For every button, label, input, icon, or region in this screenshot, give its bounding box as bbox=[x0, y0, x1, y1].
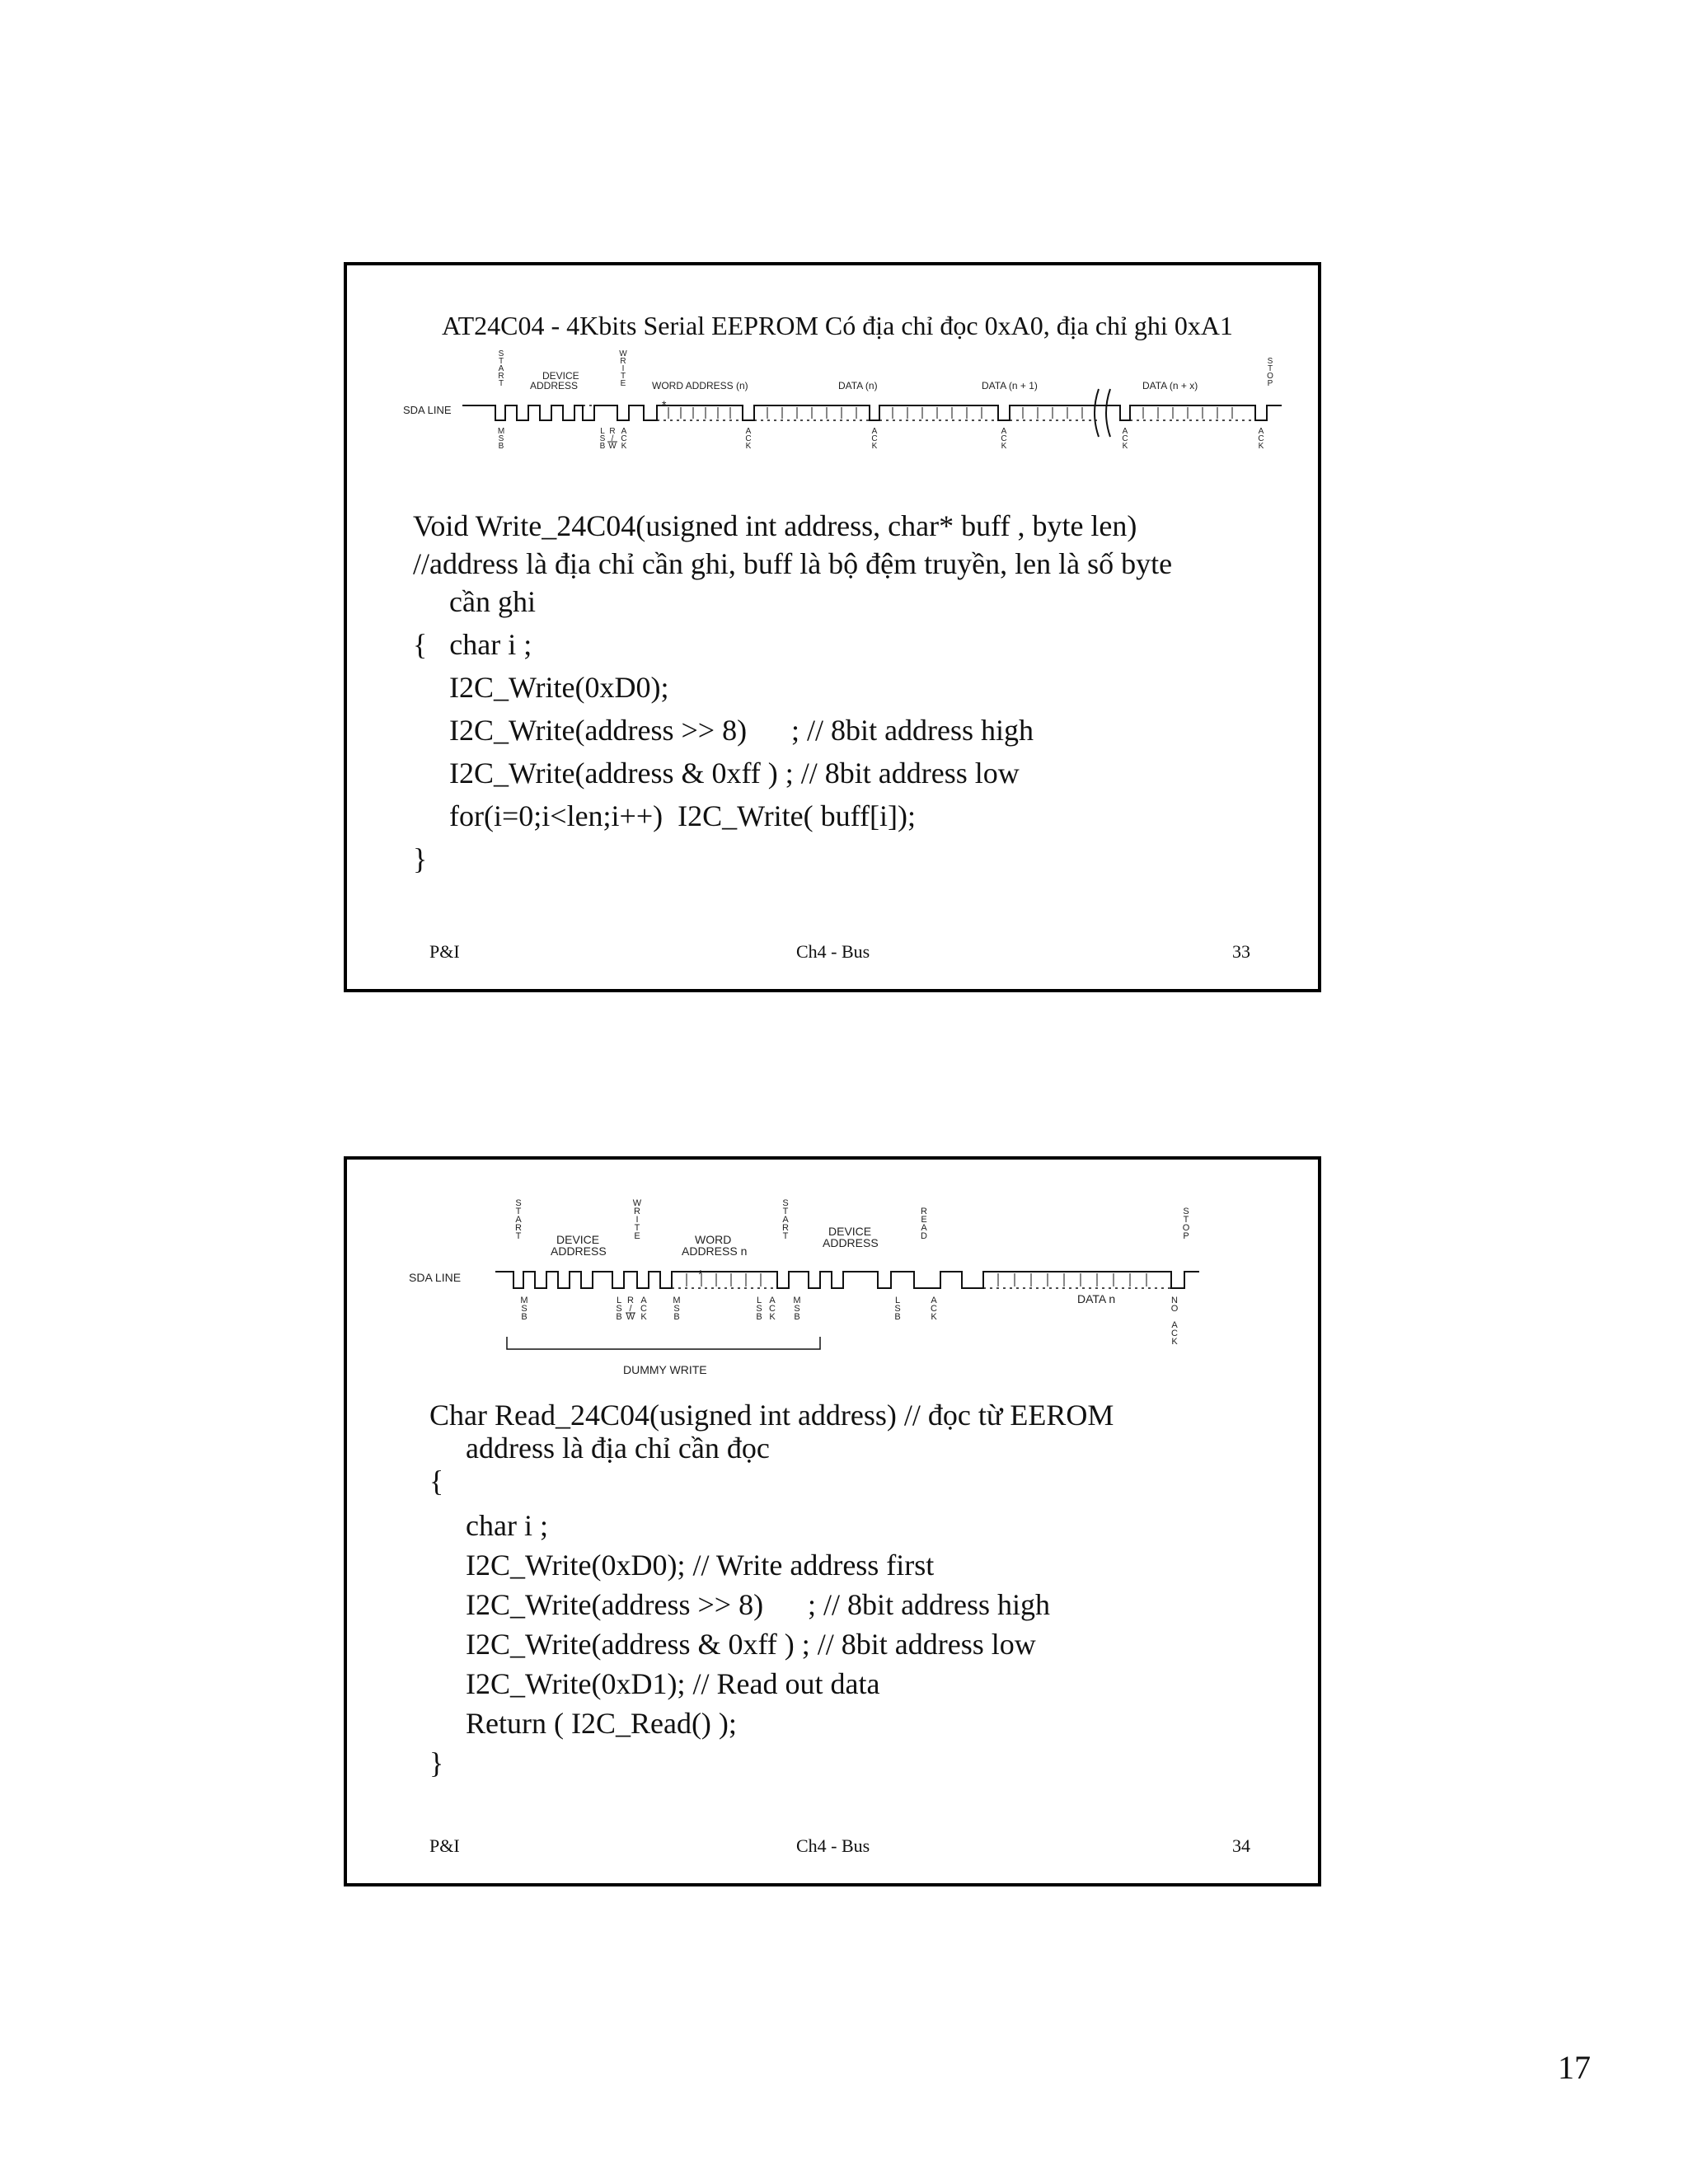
svg-text:T: T bbox=[515, 1231, 522, 1241]
svg-text:R: R bbox=[921, 1207, 927, 1216]
svg-text:T: T bbox=[1267, 364, 1273, 373]
code-line: //address là địa chỉ cần ghi, buff là bộ đệm truyền, len là số byte bbox=[413, 547, 1173, 580]
svg-text:T: T bbox=[782, 1231, 789, 1241]
svg-text:ADDRESS n: ADDRESS n bbox=[682, 1244, 748, 1258]
code-line: I2C_Write(address >> 8) ; // 8bit address high bbox=[466, 1588, 1051, 1621]
code-line: for(i=0;i<len;i++) I2C_Write( buff[i]); bbox=[449, 799, 916, 832]
svg-text:W: W bbox=[608, 442, 617, 451]
svg-text:C: C bbox=[871, 434, 878, 443]
code-line: I2C_Write(address >> 8) ; // 8bit address high bbox=[449, 714, 1034, 747]
code-line: Void Write_24C04(usigned int address, char* buff , byte len) bbox=[413, 509, 1137, 542]
svg-text:A: A bbox=[782, 1215, 789, 1225]
svg-text:C: C bbox=[1258, 434, 1264, 443]
svg-text:C: C bbox=[1122, 434, 1128, 443]
code-line: I2C_Write(0xD0); // Write address first bbox=[466, 1549, 935, 1582]
svg-text:P: P bbox=[1183, 1231, 1189, 1241]
write-timing-diagram bbox=[396, 348, 1287, 467]
svg-text:DEVICE: DEVICE bbox=[556, 1233, 600, 1246]
svg-text:C: C bbox=[1001, 434, 1007, 443]
code-line: } bbox=[429, 1746, 444, 1779]
svg-text:I: I bbox=[635, 1215, 639, 1225]
code-line: I2C_Write(0xD1); // Read out data bbox=[466, 1667, 880, 1700]
svg-text:R: R bbox=[609, 427, 616, 436]
svg-text:B: B bbox=[794, 1312, 800, 1322]
sda-line-label: SDA LINE bbox=[403, 404, 452, 416]
svg-text:S: S bbox=[521, 1304, 528, 1314]
svg-text:WORD ADDRESS (n): WORD ADDRESS (n) bbox=[652, 380, 748, 391]
svg-text:S: S bbox=[616, 1304, 622, 1314]
sda-line-label: SDA LINE bbox=[409, 1271, 462, 1284]
svg-text:O: O bbox=[1170, 1304, 1179, 1314]
svg-text:ADDRESS: ADDRESS bbox=[823, 1236, 879, 1249]
svg-text:S: S bbox=[673, 1304, 680, 1314]
svg-text:A: A bbox=[498, 364, 504, 373]
svg-text:T: T bbox=[620, 372, 626, 381]
svg-text:A: A bbox=[921, 1223, 927, 1233]
svg-text:K: K bbox=[871, 442, 878, 451]
svg-text:S: S bbox=[599, 434, 606, 443]
slide-number: 33 bbox=[1232, 941, 1250, 962]
svg-text:ADDRESS: ADDRESS bbox=[530, 380, 579, 391]
svg-text:A: A bbox=[931, 1296, 937, 1305]
svg-text:/: / bbox=[629, 1304, 632, 1314]
svg-text:C: C bbox=[769, 1304, 776, 1314]
svg-text:K: K bbox=[1122, 442, 1128, 451]
svg-text:A: A bbox=[769, 1296, 776, 1305]
svg-text:E: E bbox=[634, 1231, 640, 1241]
svg-text:K: K bbox=[621, 442, 627, 451]
svg-text:M: M bbox=[520, 1296, 528, 1305]
svg-text:P: P bbox=[1267, 379, 1273, 388]
svg-text:DATA (n + 1): DATA (n + 1) bbox=[982, 380, 1038, 391]
svg-text:WORD: WORD bbox=[695, 1233, 732, 1246]
svg-text:W: W bbox=[632, 1198, 642, 1208]
read-timing-diagram bbox=[396, 1193, 1270, 1378]
code-line: address là địa chỉ cần đọc bbox=[466, 1432, 770, 1465]
code-line: char i ; bbox=[466, 1509, 548, 1542]
svg-text:K: K bbox=[1001, 442, 1007, 451]
svg-text:L: L bbox=[616, 1296, 622, 1305]
svg-text:DATA (n + x): DATA (n + x) bbox=[1142, 380, 1198, 391]
svg-text:S: S bbox=[498, 434, 504, 443]
svg-text:B: B bbox=[498, 442, 504, 451]
svg-text:T: T bbox=[634, 1223, 640, 1233]
svg-text:C: C bbox=[640, 1304, 647, 1314]
code-line: } bbox=[413, 842, 428, 875]
code-line: I2C_Write(address & 0xff ) ; // 8bit address low bbox=[449, 757, 1020, 790]
sda-read-waveform bbox=[396, 1193, 1270, 1374]
svg-text:K: K bbox=[769, 1312, 776, 1322]
page-number: 17 bbox=[1558, 2049, 1591, 2086]
svg-text:L: L bbox=[756, 1296, 762, 1305]
svg-text:M: M bbox=[497, 427, 505, 436]
svg-text:A: A bbox=[515, 1215, 522, 1225]
svg-text:C: C bbox=[1171, 1329, 1178, 1338]
svg-text:A: A bbox=[1258, 427, 1264, 436]
svg-text:DEVICE: DEVICE bbox=[828, 1225, 872, 1238]
svg-text:L: L bbox=[894, 1296, 901, 1305]
svg-text:R: R bbox=[498, 372, 504, 381]
code-line: Return ( I2C_Read() ); bbox=[466, 1707, 737, 1740]
svg-text:C: C bbox=[931, 1304, 937, 1314]
svg-text:S: S bbox=[498, 349, 504, 359]
dummy-write-label: DUMMY WRITE bbox=[623, 1363, 707, 1374]
svg-text:T: T bbox=[515, 1207, 522, 1216]
footer-center: Ch4 - Bus bbox=[796, 1835, 870, 1856]
svg-text:T: T bbox=[1183, 1215, 1189, 1225]
svg-text:*: * bbox=[662, 398, 667, 411]
write-function-code bbox=[413, 504, 1172, 880]
svg-text:S: S bbox=[515, 1198, 522, 1208]
svg-text:N: N bbox=[1171, 1296, 1178, 1305]
svg-text:K: K bbox=[1258, 442, 1264, 451]
sda-write-waveform bbox=[396, 348, 1287, 463]
svg-text:L: L bbox=[600, 427, 605, 436]
svg-text:A: A bbox=[745, 427, 752, 436]
code-line: I2C_Write(0xD0); bbox=[449, 671, 669, 704]
code-line: { char i ; bbox=[413, 628, 532, 661]
slide-33 bbox=[344, 262, 1321, 992]
svg-text:DATA n: DATA n bbox=[1077, 1292, 1116, 1305]
svg-text:DEVICE: DEVICE bbox=[542, 370, 579, 382]
svg-text:W: W bbox=[619, 349, 627, 359]
footer-left: P&I bbox=[429, 941, 460, 962]
svg-text:S: S bbox=[756, 1304, 762, 1314]
svg-text:A: A bbox=[640, 1296, 647, 1305]
svg-text:K: K bbox=[640, 1312, 647, 1322]
code-line: cần ghi bbox=[449, 585, 536, 618]
svg-text:/: / bbox=[611, 434, 614, 443]
svg-text:B: B bbox=[756, 1312, 762, 1322]
footer-left: P&I bbox=[429, 1835, 460, 1856]
svg-text:K: K bbox=[1171, 1337, 1178, 1347]
svg-text:R: R bbox=[515, 1223, 522, 1233]
svg-text:S: S bbox=[1267, 357, 1273, 366]
svg-text:O: O bbox=[1267, 372, 1273, 381]
svg-text:B: B bbox=[521, 1312, 528, 1322]
svg-text:T: T bbox=[782, 1207, 789, 1216]
svg-text:B: B bbox=[894, 1312, 901, 1322]
slide-34 bbox=[344, 1156, 1321, 1886]
svg-text:DATA (n): DATA (n) bbox=[838, 380, 878, 391]
svg-text:C: C bbox=[745, 434, 752, 443]
svg-text:E: E bbox=[620, 379, 626, 388]
code-line: I2C_Write(address & 0xff ) ; // 8bit address low bbox=[466, 1628, 1036, 1661]
footer-center: Ch4 - Bus bbox=[796, 941, 870, 962]
svg-text:M: M bbox=[673, 1296, 681, 1305]
svg-text:I: I bbox=[621, 364, 625, 373]
svg-text:A: A bbox=[1122, 427, 1128, 436]
svg-text:A: A bbox=[871, 427, 878, 436]
svg-text:A: A bbox=[1171, 1320, 1178, 1330]
code-line: { bbox=[429, 1465, 444, 1497]
svg-text:S: S bbox=[1183, 1207, 1189, 1216]
svg-text:B: B bbox=[599, 442, 606, 451]
slide-title: AT24C04 - 4Kbits Serial EEPROM Có địa chỉ đọc 0xA0, địa chỉ ghi 0xA1 bbox=[442, 311, 1233, 340]
svg-text:R: R bbox=[620, 357, 626, 366]
svg-text:A: A bbox=[621, 427, 627, 436]
svg-text:T: T bbox=[498, 357, 504, 366]
svg-text:S: S bbox=[794, 1304, 800, 1314]
svg-text:S: S bbox=[894, 1304, 901, 1314]
svg-text:E: E bbox=[921, 1215, 927, 1225]
svg-text:B: B bbox=[673, 1312, 680, 1322]
svg-text:K: K bbox=[745, 442, 752, 451]
svg-text:O: O bbox=[1182, 1223, 1190, 1233]
svg-text:A: A bbox=[1001, 427, 1007, 436]
svg-text:R: R bbox=[634, 1207, 640, 1216]
svg-text:K: K bbox=[931, 1312, 937, 1322]
svg-text:D: D bbox=[921, 1231, 927, 1241]
svg-text:W: W bbox=[626, 1312, 635, 1322]
svg-text:M: M bbox=[793, 1296, 801, 1305]
read-function-code bbox=[413, 1399, 1114, 1783]
svg-text:ADDRESS: ADDRESS bbox=[551, 1244, 607, 1258]
svg-text:B: B bbox=[616, 1312, 622, 1322]
svg-text:S: S bbox=[782, 1198, 789, 1208]
svg-text:*: * bbox=[698, 1268, 703, 1282]
slide-number: 34 bbox=[1232, 1835, 1250, 1856]
svg-text:R: R bbox=[627, 1296, 634, 1305]
svg-text:C: C bbox=[621, 434, 627, 443]
code-line: Char Read_24C04(usigned int address) // đọc từ EEROM bbox=[429, 1399, 1114, 1432]
svg-text:T: T bbox=[498, 379, 504, 388]
svg-text:R: R bbox=[782, 1223, 789, 1233]
